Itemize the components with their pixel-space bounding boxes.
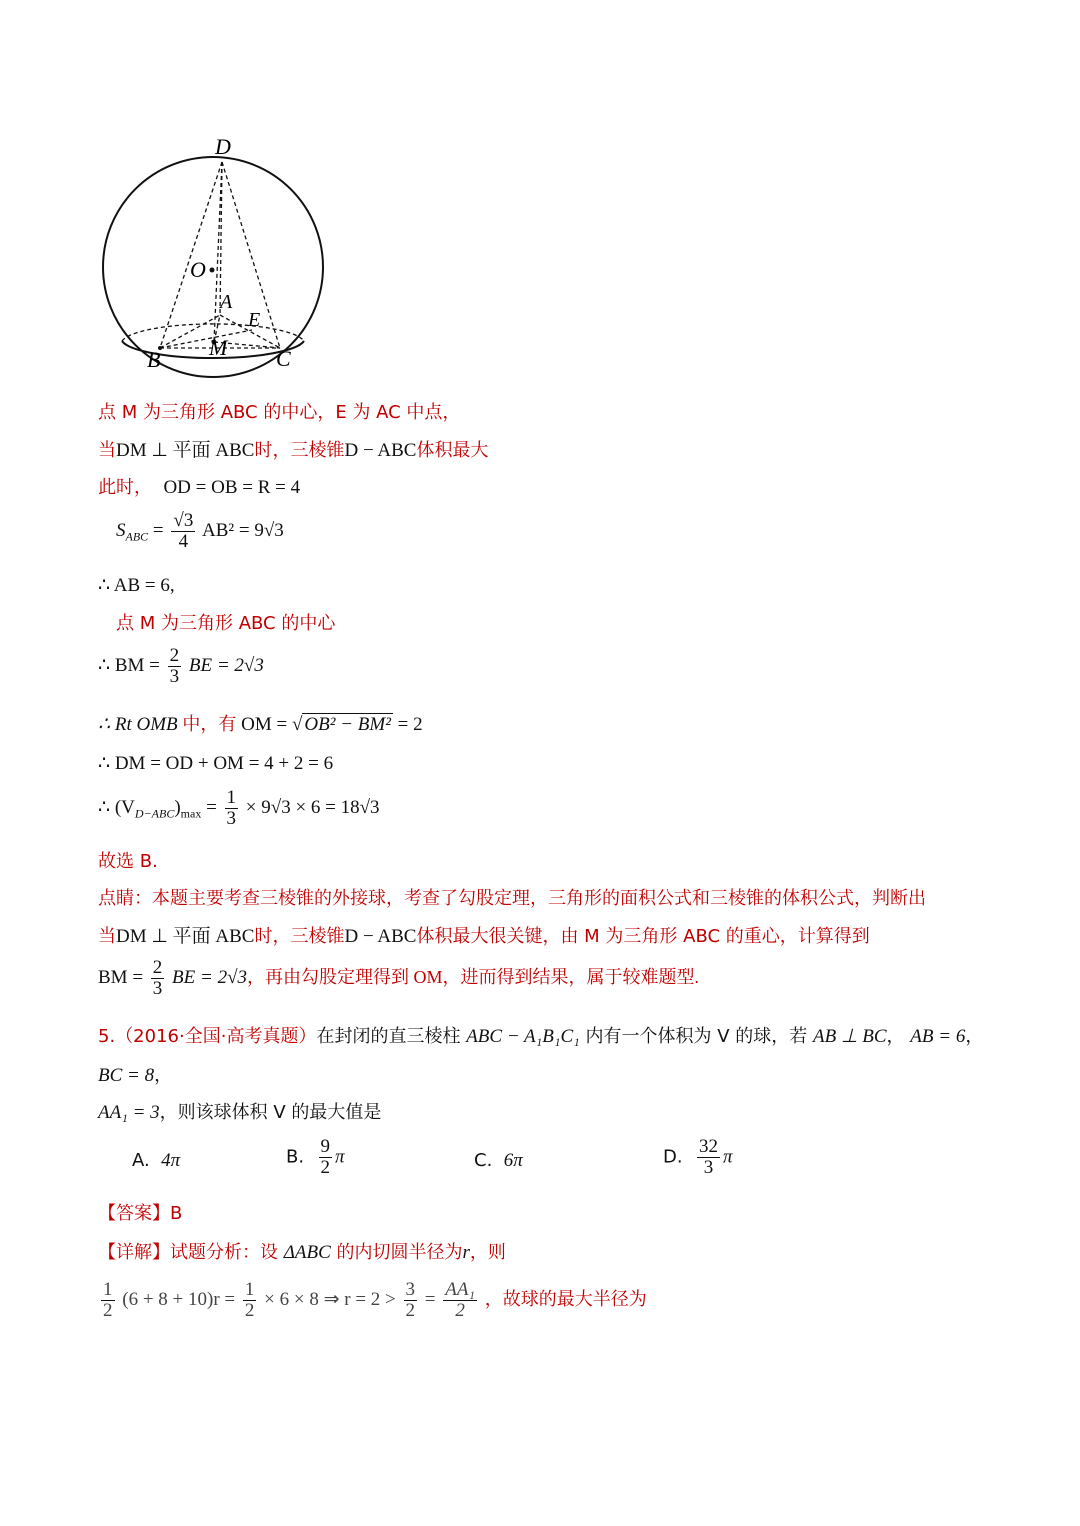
answer-line — [98, 1199, 182, 1225]
problem-5-line-3 — [98, 1098, 381, 1124]
text: ， — [965, 1026, 984, 1047]
solution-line-5 — [98, 574, 175, 597]
label-C: C — [276, 346, 291, 371]
label-D: D — [215, 134, 231, 159]
radicand: OB² − BM² — [304, 714, 391, 735]
denominator: 2 — [405, 1299, 415, 1321]
close: ) — [174, 796, 181, 818]
option-label: D. — [663, 1146, 683, 1168]
math: AA₁ = 3 — [98, 1102, 160, 1123]
solution-line-1: 点 M 为三角形 ABC 的中心，E 为 AC 中点， — [98, 402, 461, 423]
denominator: 3 — [703, 1156, 714, 1178]
fraction — [171, 511, 195, 552]
volume-formula — [98, 788, 380, 829]
text: 当 — [98, 440, 116, 461]
solution-line-6: 点 M 为三角形 ABC 的中心 — [116, 613, 336, 634]
option-tail: π — [723, 1146, 733, 1168]
detail-tag: 【详解】 — [98, 1242, 170, 1263]
rhs: × 9√3 × 6 = 18√3 — [245, 796, 380, 818]
math: DM ⊥ 平面 ABC — [116, 926, 255, 947]
math: ABC − A₁B₁C₁ — [466, 1026, 580, 1047]
rhs: BE = 2√3 — [188, 654, 264, 676]
option-a[interactable] — [132, 1150, 180, 1172]
rhs: AB² = 9√3 — [202, 519, 284, 541]
math: ΔABC — [283, 1242, 331, 1263]
option-b[interactable] — [286, 1137, 345, 1178]
option-value: 4π — [161, 1150, 181, 1171]
denominator: 3 — [152, 977, 163, 999]
numerator: 32 — [699, 1136, 719, 1157]
point-O — [210, 268, 215, 273]
math: OD = OB = R = 4 — [163, 477, 301, 498]
denominator: 2 — [320, 1156, 331, 1178]
text: = — [424, 1288, 436, 1310]
option-c[interactable] — [474, 1150, 523, 1172]
problem-5-line-1 — [98, 1022, 983, 1048]
math: DM ⊥ 平面 ABC — [116, 440, 255, 461]
denominator: 2 — [455, 1299, 465, 1321]
lhs: ∴ (V — [98, 796, 135, 818]
area-formula — [116, 511, 284, 552]
om-formula: ∴ Rt OMB 中，有 OM = √ OB² − BM² = 2 — [98, 714, 423, 735]
numerator: 1 — [226, 787, 237, 808]
detail-equation — [98, 1280, 647, 1321]
math: r — [462, 1242, 470, 1263]
text: 此时， — [98, 477, 152, 498]
denominator: 2 — [244, 1299, 255, 1321]
text: 时，三棱锥 — [254, 926, 345, 947]
text: 体积最大很关键，由 M 为三角形 ABC 的重心，计算得到 — [416, 926, 870, 947]
denominator: 3 — [169, 665, 180, 687]
fraction — [404, 1280, 418, 1321]
text: ，再由勾股定理得到 OM，进而得到结果，属于较难题型. — [247, 966, 700, 987]
option-d[interactable] — [663, 1137, 733, 1178]
comment-line-3 — [98, 958, 699, 999]
dm-formula: ∴ DM = OD + OM = 4 + 2 = 6 — [98, 753, 334, 774]
comment-line-2 — [98, 921, 870, 948]
text: ，则 — [469, 1242, 506, 1263]
numerator: 3 — [405, 1279, 415, 1300]
fraction — [168, 646, 182, 687]
label-O: O — [190, 257, 206, 282]
text: ，故球的最大半径为 — [484, 1288, 647, 1309]
numerator: 9 — [320, 1136, 331, 1157]
text: 试题分析：设 — [170, 1242, 278, 1263]
text: (6 + 8 + 10)r = — [122, 1288, 236, 1310]
subscript: D−ABC — [134, 806, 175, 821]
numerator: 2 — [169, 645, 180, 666]
denominator: 2 — [103, 1299, 113, 1321]
fraction — [225, 788, 239, 829]
tetrahedron-edges — [160, 162, 280, 348]
option-label: B. — [286, 1146, 305, 1168]
text: 体积最大 — [416, 440, 489, 461]
math: D − ABC — [344, 440, 417, 461]
denominator: 3 — [226, 807, 237, 829]
fraction — [151, 958, 165, 999]
numerator: 2 — [152, 957, 163, 978]
text: 时，三棱锥 — [254, 440, 345, 461]
option-label: A. — [132, 1150, 150, 1171]
text: ∴ AB = 6, — [98, 575, 175, 596]
bm-formula — [98, 646, 264, 687]
solution-line-2 — [98, 435, 488, 462]
numerator: √3 — [173, 510, 194, 531]
subscript: ABC — [125, 529, 149, 544]
label-M: M — [209, 335, 228, 360]
fraction — [319, 1137, 333, 1178]
answer-choice-line: 故选 B. — [98, 851, 158, 872]
text: ， — [154, 1065, 173, 1086]
denominator: 4 — [178, 530, 189, 552]
text: = 2 — [397, 714, 423, 735]
label-A: A — [220, 291, 233, 313]
math: D − ABC — [344, 926, 417, 947]
problem-source: （2016·全国·高考真题） — [115, 1026, 317, 1047]
rhs: BE = 2√3 — [172, 966, 248, 988]
text: ， — [886, 1026, 905, 1047]
text: 内有一个体积为 V 的球，若 — [585, 1026, 808, 1047]
numerator: 1 — [244, 1279, 255, 1300]
text: 的内切圆半径为 — [336, 1242, 463, 1263]
solution-line-3 — [98, 473, 300, 499]
symbol: S — [116, 519, 126, 541]
answer-value: B — [170, 1203, 183, 1224]
label-B: B — [147, 347, 161, 372]
math: BC = 8 — [98, 1065, 155, 1086]
math: AB = 6 — [910, 1026, 966, 1047]
text: ，则该球体积 V 的最大值是 — [159, 1102, 382, 1123]
text: ∴ Rt OMB — [98, 714, 178, 735]
detail-line-1 — [98, 1238, 506, 1264]
fraction — [443, 1280, 477, 1321]
text: 当 — [98, 926, 116, 947]
sphere-figure — [90, 130, 340, 390]
label-E: E — [248, 309, 261, 331]
option-value: 6π — [503, 1150, 523, 1171]
text: 中，有 — [182, 714, 237, 734]
text: × 6 × 8 ⇒ r = 2 > — [264, 1288, 396, 1310]
problem-number: 5. — [98, 1026, 116, 1047]
equals: = — [152, 519, 164, 541]
equals: = — [206, 796, 217, 818]
lhs: ∴ BM = — [98, 654, 160, 676]
sphere-diagram — [90, 130, 340, 390]
problem-5-line-2 — [98, 1061, 172, 1087]
fraction — [697, 1137, 720, 1178]
option-tail: π — [335, 1146, 345, 1168]
lhs: BM = — [98, 966, 144, 988]
math: AB ⊥ BC — [813, 1026, 887, 1047]
text: 在封闭的直三棱柱 — [316, 1026, 461, 1047]
max-sub: max — [180, 806, 202, 821]
fraction — [243, 1280, 257, 1321]
comment-line-1: 点睛：本题主要考查三棱锥的外接球，考查了勾股定理，三角形的面积公式和三棱锥的体积公式，判断出 — [98, 888, 926, 909]
fraction — [101, 1280, 115, 1321]
numerator: AA₁ — [445, 1279, 476, 1300]
answer-tag: 【答案】 — [98, 1203, 170, 1224]
text: OM = — [241, 714, 288, 735]
option-label: C. — [474, 1150, 493, 1171]
numerator: 1 — [103, 1279, 113, 1300]
